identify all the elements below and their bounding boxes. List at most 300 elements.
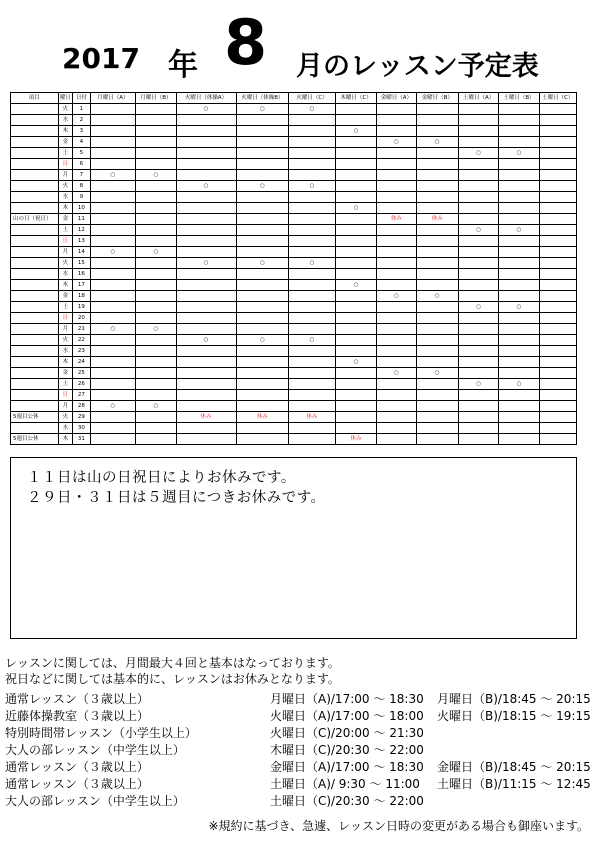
- lesson-cell: [289, 346, 336, 357]
- title-rest: 月のレッスン予定表: [296, 51, 539, 82]
- lesson-cell: [499, 346, 539, 357]
- lesson-cell: [236, 401, 289, 412]
- lesson-cell: [377, 247, 416, 258]
- row-note: [11, 302, 59, 313]
- weekday-cell: 木: [58, 434, 72, 445]
- lesson-cell: [499, 291, 539, 302]
- lesson-cell: [416, 236, 458, 247]
- lesson-cell: ○: [289, 104, 336, 115]
- lesson-cell: [236, 346, 289, 357]
- date-cell: 29: [73, 412, 91, 423]
- table-row: [11, 368, 577, 379]
- lesson-cell: [499, 324, 539, 335]
- lesson-cell: [335, 302, 376, 313]
- lesson-cell: ○: [289, 258, 336, 269]
- lesson-name: 大人の部レッスン（中学生以上）: [5, 794, 185, 808]
- lesson-cell: [416, 390, 458, 401]
- lesson-cell: [377, 181, 416, 192]
- lesson-cell: ○: [458, 379, 498, 390]
- table-row: [11, 115, 577, 126]
- lesson-cell: [136, 192, 176, 203]
- lesson-cell: [377, 225, 416, 236]
- column-header: 土曜日（B）: [499, 93, 539, 104]
- lesson-cell: ○: [416, 137, 458, 148]
- column-header: 日付: [73, 93, 91, 104]
- lesson-cell: [458, 324, 498, 335]
- lesson-cell: [499, 104, 539, 115]
- lesson-cell: [176, 379, 236, 390]
- lesson-cell: [136, 291, 176, 302]
- lesson-name: 大人の部レッスン（中学生以上）: [5, 743, 185, 757]
- column-header: 項目: [11, 93, 59, 104]
- lesson-cell: [90, 214, 136, 225]
- lesson-cell: [416, 313, 458, 324]
- lesson-cell: ○: [499, 302, 539, 313]
- lesson-cell: [289, 423, 336, 434]
- table-row: [11, 225, 577, 236]
- weekday-cell: 水: [58, 269, 72, 280]
- date-cell: 5: [73, 148, 91, 159]
- lesson-cell: ○: [90, 401, 136, 412]
- lesson-cell: [289, 247, 336, 258]
- lesson-cell: ○: [90, 247, 136, 258]
- lesson-cell: [236, 170, 289, 181]
- weekday-cell: 月: [58, 247, 72, 258]
- row-note: [11, 357, 59, 368]
- weekday-cell: 月: [58, 401, 72, 412]
- lesson-cell: [499, 181, 539, 192]
- lesson-cell: [458, 126, 498, 137]
- table-row: [11, 379, 577, 390]
- column-header: 金曜日（A）: [377, 93, 416, 104]
- lesson-cell: [335, 291, 376, 302]
- row-note: [11, 423, 59, 434]
- lesson-cell: [377, 159, 416, 170]
- lesson-cell: [539, 401, 576, 412]
- lesson-cell: [136, 214, 176, 225]
- date-cell: 11: [73, 214, 91, 225]
- lesson-cell: [539, 346, 576, 357]
- lesson-cell: ○: [136, 401, 176, 412]
- lesson-cell: [176, 269, 236, 280]
- lesson-time-a: 土曜日（C)/20:30 ～ 22:00: [270, 794, 424, 808]
- lesson-cell: ○: [416, 368, 458, 379]
- lesson-cell: [377, 203, 416, 214]
- lesson-cell: [289, 379, 336, 390]
- lesson-cell: ○: [335, 357, 376, 368]
- weekday-cell: 木: [58, 126, 72, 137]
- lesson-cell: [335, 181, 376, 192]
- lesson-cell: [335, 324, 376, 335]
- lesson-cell: [90, 379, 136, 390]
- column-header: 月曜日（A）: [90, 93, 136, 104]
- lesson-cell: [377, 412, 416, 423]
- lesson-cell: [236, 291, 289, 302]
- lesson-cell: [90, 346, 136, 357]
- lesson-cell: [377, 280, 416, 291]
- row-note: [11, 126, 59, 137]
- lesson-cell: [416, 192, 458, 203]
- lesson-cell: [499, 170, 539, 181]
- lesson-cell: [499, 269, 539, 280]
- lesson-cell: ○: [176, 104, 236, 115]
- lesson-cell: [539, 247, 576, 258]
- lesson-cell: [236, 115, 289, 126]
- lesson-cell: [539, 115, 576, 126]
- lesson-cell: [289, 214, 336, 225]
- lesson-cell: [458, 269, 498, 280]
- lesson-cell: [289, 192, 336, 203]
- lesson-cell: ○: [499, 379, 539, 390]
- lesson-time-b: 金曜日（B)/18:45 ～ 20:15: [437, 760, 591, 774]
- lesson-cell: [176, 302, 236, 313]
- lesson-cell: [90, 390, 136, 401]
- column-header: 火曜日（体操B）: [236, 93, 289, 104]
- row-note: [11, 236, 59, 247]
- lesson-cell: [416, 126, 458, 137]
- table-row: [11, 401, 577, 412]
- row-note: [11, 390, 59, 401]
- lesson-cell: [416, 434, 458, 445]
- lesson-cell: [499, 203, 539, 214]
- notes-box: [10, 457, 577, 639]
- column-header: 曜日: [58, 93, 72, 104]
- table-row: [11, 104, 577, 115]
- weekday-cell: 日: [58, 390, 72, 401]
- lesson-cell: [458, 115, 498, 126]
- row-note: [11, 247, 59, 258]
- column-header: 土曜日（A）: [458, 93, 498, 104]
- lesson-cell: [236, 269, 289, 280]
- lesson-cell: [90, 115, 136, 126]
- lesson-cell: [90, 148, 136, 159]
- weekday-cell: 月: [58, 324, 72, 335]
- lesson-cell: ○: [377, 368, 416, 379]
- lesson-cell: [539, 203, 576, 214]
- row-note: [11, 159, 59, 170]
- lesson-cell: [416, 401, 458, 412]
- lesson-cell: [236, 192, 289, 203]
- date-cell: 15: [73, 258, 91, 269]
- lesson-cell: ○: [335, 126, 376, 137]
- row-note: [11, 379, 59, 390]
- lesson-cell: 休み: [289, 412, 336, 423]
- lesson-cell: [458, 335, 498, 346]
- lesson-cell: [458, 368, 498, 379]
- lesson-time-b: 土曜日（B)/11:15 ～ 12:45: [437, 777, 591, 791]
- lesson-cell: [236, 137, 289, 148]
- lesson-cell: 休み: [377, 214, 416, 225]
- lesson-cell: [539, 368, 576, 379]
- lesson-cell: [377, 302, 416, 313]
- column-header: 火曜日（体操A）: [176, 93, 236, 104]
- lesson-cell: [377, 236, 416, 247]
- lesson-cell: [90, 313, 136, 324]
- lesson-cell: [499, 192, 539, 203]
- lesson-cell: [416, 225, 458, 236]
- table-row: [11, 148, 577, 159]
- lesson-cell: [176, 137, 236, 148]
- lesson-cell: [236, 225, 289, 236]
- note-line: １１日は山の日祝日によりお休みです。: [27, 470, 296, 486]
- lesson-cell: [136, 181, 176, 192]
- lesson-time-row: [5, 776, 593, 793]
- date-cell: 6: [73, 159, 91, 170]
- weekday-cell: 月: [58, 170, 72, 181]
- lesson-cell: [539, 324, 576, 335]
- lesson-cell: [136, 390, 176, 401]
- lesson-time-a: 月曜日（A)/17:00 ～ 18:30: [270, 692, 424, 706]
- title-month: 8: [224, 6, 268, 79]
- lesson-cell: ○: [335, 280, 376, 291]
- table-row: [11, 390, 577, 401]
- lesson-cell: ○: [377, 137, 416, 148]
- lesson-cell: ○: [458, 225, 498, 236]
- lesson-cell: [499, 313, 539, 324]
- lesson-cell: [539, 357, 576, 368]
- lesson-cell: [136, 148, 176, 159]
- lesson-time-row: [5, 708, 593, 725]
- lesson-cell: [335, 335, 376, 346]
- lesson-cell: [539, 291, 576, 302]
- lesson-cell: ○: [289, 335, 336, 346]
- weekday-cell: 金: [58, 137, 72, 148]
- lesson-cell: [136, 203, 176, 214]
- lesson-cell: [176, 159, 236, 170]
- lesson-time-row: [5, 725, 593, 742]
- lesson-cell: [539, 412, 576, 423]
- lesson-cell: [499, 258, 539, 269]
- date-cell: 3: [73, 126, 91, 137]
- lesson-cell: ○: [458, 302, 498, 313]
- lesson-cell: [499, 423, 539, 434]
- lesson-cell: [499, 335, 539, 346]
- lesson-cell: [289, 280, 336, 291]
- lesson-cell: ○: [136, 170, 176, 181]
- lesson-time-a: 金曜日（A)/17:00 ～ 18:30: [270, 760, 424, 774]
- lesson-cell: [289, 368, 336, 379]
- lesson-cell: [458, 291, 498, 302]
- lesson-cell: [499, 434, 539, 445]
- lesson-cell: [499, 115, 539, 126]
- lesson-time-row: [5, 759, 593, 776]
- lesson-cell: [236, 379, 289, 390]
- weekday-cell: 火: [58, 104, 72, 115]
- date-cell: 1: [73, 104, 91, 115]
- lesson-cell: [90, 423, 136, 434]
- lesson-cell: [90, 412, 136, 423]
- table-row: [11, 137, 577, 148]
- lesson-cell: [236, 203, 289, 214]
- lesson-cell: [416, 148, 458, 159]
- lesson-cell: [289, 313, 336, 324]
- lesson-cell: [499, 214, 539, 225]
- lesson-cell: [416, 104, 458, 115]
- column-header: 土曜日（C）: [539, 93, 576, 104]
- lesson-cell: [499, 368, 539, 379]
- lesson-cell: [136, 126, 176, 137]
- lesson-cell: [136, 346, 176, 357]
- lesson-cell: [416, 170, 458, 181]
- lesson-cell: [136, 115, 176, 126]
- lesson-cell: [335, 159, 376, 170]
- row-note: [11, 137, 59, 148]
- row-note: [11, 401, 59, 412]
- table-row: [11, 170, 577, 181]
- lesson-cell: [136, 368, 176, 379]
- lesson-cell: [90, 269, 136, 280]
- date-cell: 27: [73, 390, 91, 401]
- lesson-cell: [90, 357, 136, 368]
- date-cell: 28: [73, 401, 91, 412]
- lesson-cell: [539, 137, 576, 148]
- lesson-cell: ○: [499, 148, 539, 159]
- lesson-time-b: 火曜日（B)/18:15 ～ 19:15: [437, 709, 591, 723]
- lesson-cell: [176, 236, 236, 247]
- weekday-cell: 水: [58, 423, 72, 434]
- lesson-cell: [458, 313, 498, 324]
- lesson-cell: [236, 214, 289, 225]
- lesson-cell: [539, 434, 576, 445]
- lesson-cell: [458, 247, 498, 258]
- lesson-cell: [90, 236, 136, 247]
- lesson-cell: [236, 159, 289, 170]
- lesson-cell: [458, 192, 498, 203]
- row-note: [11, 291, 59, 302]
- lesson-cell: [176, 401, 236, 412]
- table-row: [11, 357, 577, 368]
- lesson-cell: [289, 390, 336, 401]
- table-row: [11, 324, 577, 335]
- lesson-cell: [458, 357, 498, 368]
- lesson-cell: [289, 302, 336, 313]
- date-cell: 20: [73, 313, 91, 324]
- date-cell: 16: [73, 269, 91, 280]
- lesson-cell: [136, 137, 176, 148]
- date-cell: 19: [73, 302, 91, 313]
- date-cell: 18: [73, 291, 91, 302]
- lesson-time-a: 土曜日（A)/ 9:30 ～ 11:00: [270, 777, 420, 791]
- lesson-cell: [136, 269, 176, 280]
- lesson-cell: [416, 247, 458, 258]
- note-line: ２９日・３１日は５週目につきお休みです。: [27, 490, 326, 506]
- row-note: [11, 258, 59, 269]
- lesson-cell: [377, 170, 416, 181]
- lesson-cell: [377, 148, 416, 159]
- lesson-cell: [90, 104, 136, 115]
- table-row: [11, 181, 577, 192]
- lesson-cell: [289, 324, 336, 335]
- row-note: 山の日（祝日）: [11, 214, 59, 225]
- lesson-time-a: 火曜日（A)/17:00 ～ 18:00: [270, 709, 424, 723]
- lesson-cell: [90, 203, 136, 214]
- row-note: [11, 192, 59, 203]
- row-note: 5週目公休: [11, 434, 59, 445]
- lesson-name: 通常レッスン（３歳以上）: [5, 777, 149, 791]
- lesson-cell: [335, 313, 376, 324]
- lesson-cell: [499, 236, 539, 247]
- date-cell: 13: [73, 236, 91, 247]
- weekday-cell: 土: [58, 302, 72, 313]
- lesson-time-a: 火曜日（C)/20:00 ～ 21:30: [270, 726, 424, 740]
- lesson-cell: [458, 412, 498, 423]
- lesson-cell: [499, 126, 539, 137]
- lesson-cell: [335, 214, 376, 225]
- lesson-cell: [458, 170, 498, 181]
- lesson-cell: [499, 412, 539, 423]
- lesson-cell: [377, 379, 416, 390]
- lesson-cell: [377, 357, 416, 368]
- lesson-cell: [416, 302, 458, 313]
- lesson-cell: [377, 104, 416, 115]
- date-cell: 7: [73, 170, 91, 181]
- table-row: [11, 236, 577, 247]
- lesson-cell: [289, 137, 336, 148]
- lesson-cell: [377, 126, 416, 137]
- column-header: 金曜日（B）: [416, 93, 458, 104]
- lesson-cell: [176, 280, 236, 291]
- date-cell: 22: [73, 335, 91, 346]
- lesson-cell: [539, 192, 576, 203]
- footnote: ※規約に基づき、急遽、レッスン日時の変更がある場合も御座います。: [208, 819, 589, 833]
- lesson-cell: [539, 379, 576, 390]
- table-row: [11, 269, 577, 280]
- lesson-cell: [136, 412, 176, 423]
- lesson-cell: [539, 181, 576, 192]
- lesson-cell: [90, 434, 136, 445]
- lesson-cell: [176, 313, 236, 324]
- lesson-cell: [458, 181, 498, 192]
- lesson-cell: [176, 170, 236, 181]
- lesson-cell: [335, 269, 376, 280]
- table-row: [11, 346, 577, 357]
- lesson-cell: [289, 170, 336, 181]
- lesson-cell: [416, 346, 458, 357]
- lesson-cell: [458, 137, 498, 148]
- lesson-cell: [136, 423, 176, 434]
- lesson-cell: [539, 148, 576, 159]
- date-cell: 14: [73, 247, 91, 258]
- lesson-cell: [377, 401, 416, 412]
- lesson-cell: [416, 258, 458, 269]
- lesson-cell: [176, 214, 236, 225]
- date-cell: 24: [73, 357, 91, 368]
- lesson-cell: [539, 335, 576, 346]
- lesson-info: [5, 656, 593, 687]
- lesson-cell: [236, 280, 289, 291]
- lesson-name: 通常レッスン（３歳以上）: [5, 760, 149, 774]
- lesson-cell: [377, 258, 416, 269]
- weekday-cell: 火: [58, 181, 72, 192]
- lesson-cell: ○: [236, 104, 289, 115]
- table-row: [11, 335, 577, 346]
- lesson-cell: [90, 225, 136, 236]
- weekday-cell: 金: [58, 291, 72, 302]
- lesson-cell: [136, 302, 176, 313]
- lesson-cell: [90, 137, 136, 148]
- row-note: [11, 203, 59, 214]
- lesson-cell: [289, 159, 336, 170]
- lesson-cell: ○: [236, 181, 289, 192]
- weekday-cell: 木: [58, 357, 72, 368]
- info-line: レッスンに関しては、月間最大４回と基本はなっております。: [5, 656, 340, 670]
- lesson-cell: [289, 236, 336, 247]
- weekday-cell: 水: [58, 192, 72, 203]
- date-cell: 2: [73, 115, 91, 126]
- lesson-cell: [458, 159, 498, 170]
- weekday-cell: 土: [58, 148, 72, 159]
- lesson-cell: [289, 203, 336, 214]
